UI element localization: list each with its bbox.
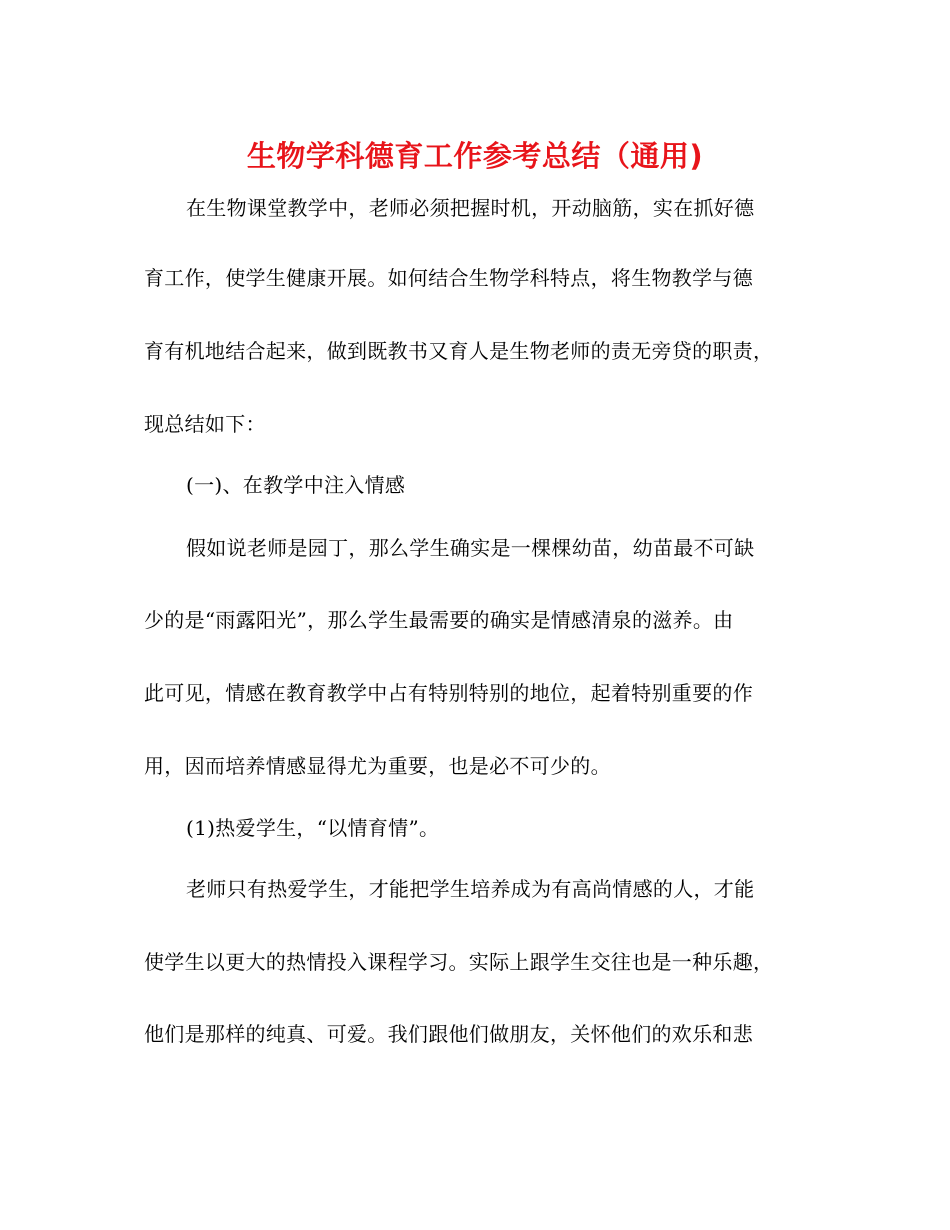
paragraph-2-line-1: 假如说老师是园丁，那么学生确实是一棵棵幼苗，幼苗最不可缺 [186, 536, 755, 560]
paragraph-2-line-4: 用，因而培养情感显得尤为重要，也是必不可少的。 [144, 754, 611, 778]
paragraph-2-line-3: 此可见，情感在教育教学中占有特别特别的地位，起着特别重要的作 [144, 681, 753, 705]
sub-heading-1: (1)热爱学生，“以情育情”。 [186, 816, 440, 840]
paragraph-1-line-3: 育有机地结合起来，做到既教书又育人是生物老师的责无旁贷的职责， [144, 339, 774, 363]
document-title: 生物学科德育工作参考总结（通用) [246, 139, 704, 173]
paragraph-3-line-2: 使学生以更大的热情投入课程学习。实际上跟学生交往也是一种乐趣， [144, 950, 774, 974]
paragraph-1-line-1: 在生物课堂教学中，老师必须把握时机，开动脑筋，实在抓好德 [186, 196, 755, 220]
paragraph-1-line-4: 现总结如下： [144, 412, 266, 436]
paragraph-1-line-2: 育工作，使学生健康开展。如何结合生物学科特点，将生物教学与德 [144, 266, 753, 290]
paragraph-3-line-1: 老师只有热爱学生，才能把学生培养成为有高尚情感的人，才能 [186, 877, 755, 901]
section-heading-1: (一)、在教学中注入情感 [186, 473, 406, 497]
paragraph-2-line-2: 少的是“雨露阳光”，那么学生最需要的确实是情感清泉的滋养。由 [144, 608, 734, 632]
paragraph-3-line-3: 他们是那样的纯真、可爱。我们跟他们做朋友，关怀他们的欢乐和悲 [144, 1022, 753, 1046]
